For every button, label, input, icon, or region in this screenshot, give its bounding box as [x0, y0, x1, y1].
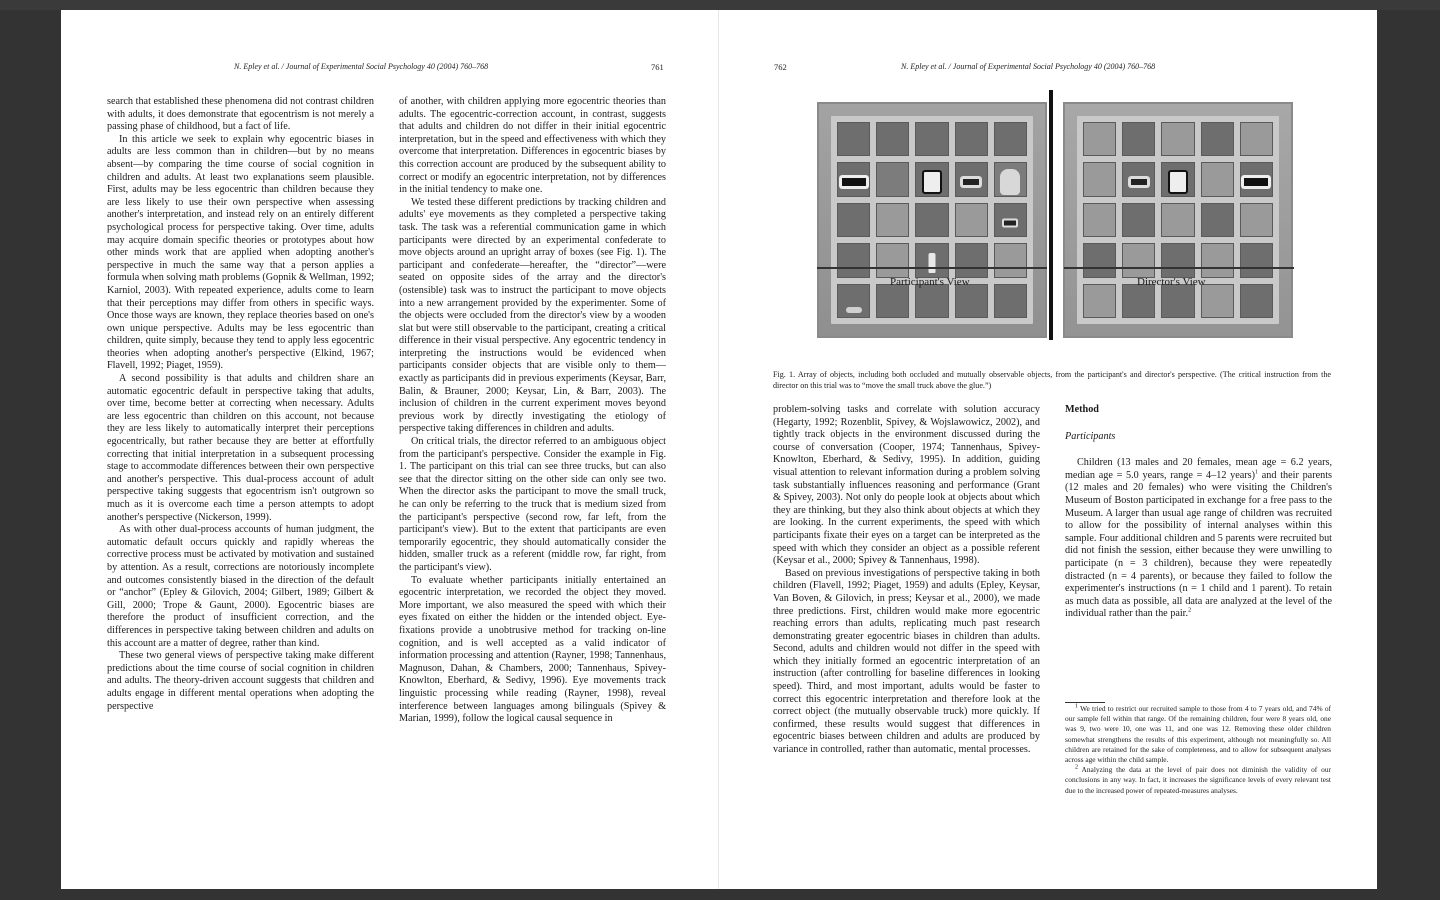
paragraph: A second possibility is that adults and children share an automatic egocentric default in perspective taking that adults, over time, become better at correcting when necessary. Adults are less egocentric than children on this account, not because they are less likely to automatically interpret their perceptions egocentrically, but rather because they are better at effortfully correcting that initial interpretation in a subsequent processing stage to accommodate differences between their own perspective and another's perspective. This dual-process account of adult perspective taking suggests that egocentrism isn't outgrown so much as it is overcome each time a person attempts to adopt another's perspective (Nickerson, 1999).: [107, 373, 374, 523]
paragraph: These two general views of perspective taking make different predictions about the time course of social cognition in children and adults. The theory-driven account suggests that children and adults engage in different mental operations when adopting the perspective: [107, 650, 374, 712]
label-underline: [817, 267, 1047, 269]
column-right: [1065, 404, 1332, 664]
footnote: [1065, 765, 1331, 796]
bunny-toy-icon: [1000, 169, 1020, 195]
section-title: Method: [1065, 404, 1099, 415]
column-left: [107, 96, 374, 841]
participant-view-label: Participant's View: [890, 276, 970, 288]
truck-medium-icon: [1128, 176, 1150, 188]
figure-caption: Fig. 1. Array of objects, including both occluded and mutually observable objects, from the participant's and director's perspective. (The critical instruction from the director on this trial was to “move the small truck above the glue.”): [773, 370, 1331, 390]
page-number: 762: [774, 62, 787, 72]
paragraph: Based on previous investigations of perspective taking in both children (Flavell, 1992; Piaget, 1959) and adults (Epley, Keysar, Van Boven, & Gilovich, in press; Keysar et al., 2000), we made three predictions. First, children would make more egocentric reaching errors than adults, replicating much past research demonstrating greater egocentric biases in children than adults. Second, adults and children would not differ in the speed with which they initially formed an egocentric interpretation of an instruction (after controlling for baseline differences in looking speed). Third, and most important, adults would be faster to correct this egocentric interpretation and therefore look at the correct object (the mutually observable truck) more quickly. If confirmed, these results would suggest that differences in egocentric biases between children and adults are produced by variance in controlled, rather than automatic, mental processes.: [773, 567, 1040, 756]
footnote-rule: [1065, 702, 1105, 703]
paragraph: To evaluate whether participants initially entertained an egocentric interpretation, we recorded the object they moved. More important, we also measured the speed with which their eyes fixated on either the hidden or the intended object. Eye-fixations provide a unobtrusive method for tracking on-line cognition, and is well accepted as a valid indicator of information processing and attention (Rayner, 1998; Tannenhaus, Magnuson, Dahan, & Chambers, 2000; Tannenhaus, Spivey-Knowlton, Eberhard, & Sedivy, 1996). Eye movements track linguistic processing while reading (Rayner, 1998), reveal interference between languages among bilinguals (Spivey & Marian, 1999), follow the logical causal sequence in: [399, 574, 666, 725]
label-underline: [1064, 267, 1294, 269]
footnotes: [1065, 704, 1331, 796]
footnote-text: Analyzing the data at the level of pair does not diminish the validity of our conclusions in any way. In fact, it increases the significance levels of every relevant test due to the increased power of repeated-measures analyses.: [1065, 765, 1331, 795]
paragraph: In this article we seek to explain why egocentric biases in adults are less common than in children—but by no means absent—by comparing the time course of social cognition in children and adults. At least two explanations seem plausible. First, adults may be less egocentric than children because they are less likely to use their own perspective when assessing another's interpretation, and instead rely on an entirely different psychological process for perspective taking. Over time, adults may acquire domain specific theories or prototypes about how other minds work that are applied when adopting another's perspective in much the same way that a person applies a formula when solving math problems (Gopnik & Wellman, 1992; Karniol, 2003). With repeated experience, adults come to learn that their perceptions may differ from others in specific ways. Once those ways are known, they replace theories based on one's own unique perspective. Adults may be less egocentric than children, quite simply, because they tend to apply less egocentric theories when adopting another's perspective (Elkind, 1967; Flavell, 1992; Piaget, 1959).: [107, 133, 374, 372]
paragraph: On critical trials, the director referred to an ambiguous object from the participant's perspective. Consider the example in Fig. 1. The participant on this trial can see three trucks, but can also see that the director sitting on the other side can only see two. When the director asks the participant to move the small truck, he can only be referring to the truck that is medium sized from the participant's perspective (second row, far left, from the participant's view). But to the extent that participants are even temporarily egocentric, they should automatically consider the hidden, smaller truck as a referent (middle row, far right, from the participant's view).: [399, 436, 666, 573]
figure-1: [817, 90, 1293, 342]
shelf-array: [1077, 116, 1279, 324]
paragraph: search that established these phenomena did not contrast children with adults, it does demonstrate that egocentrism is not merely a passing phase of childhood, but a fact of life.: [107, 96, 374, 133]
footnote-mark: 1: [1255, 469, 1259, 476]
footnote: [1065, 704, 1331, 765]
director-view-photo: [1063, 102, 1293, 338]
truck-large-icon: [1241, 175, 1271, 189]
paragraph: [1065, 457, 1332, 621]
figure-divider: [1049, 90, 1053, 340]
column-left: [773, 404, 1040, 834]
paragraph: We tested these different predictions by tracking children and adults' eye movements as they completed a perspective taking task. The task was a referential communication game in which participants were directed by an experimental confederate to move objects around an upright array of boxes (see Fig. 1). The participant and confederate—hereafter, the “director”—were seated on opposite sides of the array and the director's (ostensible) task was to instruct the participant to move objects into a new arrangement provided by the experimenter. Some of the objects were occluded from the director's view by a wooden slat but were still observable to the participant, creating a critical difference in their visual perspective. Any egocentric tendency in interpreting the instructions would be evidenced when participants consider objects that are visible only to them—exactly as participants did in previous experiments (Keysar, Barr, Balin, & Brauner, 2000; Keysar, Lin, & Barr, 2003). The inclusion of children in the current experiment moves beyond previous work by directly investigating the etiology of perspective taking differences in children and adults.: [399, 196, 666, 435]
paragraph-text: Children (13 males and 20 females, mean age = 6.2 years, median age = 5.0 years, range = 4–12 years)$^1$ and their parents (12 males and 20 females) who were visiting the Children's Museum of Boston participated in exchange for a free pass to the Museum. A larger than usual age range of children was recruited to allow for the possibility of internal analyses within this sample. Four additional children and 5 parents were recruited but did not finish the session, either because they were unwilling to participate (n = 3 children), because they were repeatedly distracted (n = 4 parents), or because they failed to follow the experimenter's instructions (n = 1 child and 1 parent). To retain as much data as possible, all data are analyzed at the level of the individual rather than the pair.: [1065, 457, 1332, 620]
shelf-array: [831, 116, 1033, 324]
running-head: N. Epley et al. / Journal of Experimental Social Psychology 40 (2004) 760–768: [234, 62, 489, 71]
page-761: [61, 10, 719, 889]
truck-large-icon: [839, 175, 869, 189]
footnote-mark: 2: [1188, 607, 1192, 614]
subsection-title: Participants: [1065, 430, 1116, 442]
participant-view-photo: [817, 102, 1047, 338]
robot-toy-icon: [922, 170, 942, 194]
footnote-text: We tried to restrict our recruited sample to those from 4 to 7 years old, and 74% of our sample fell within that range. Of the remaining children, four were 8 years old, one was 9, two were 10, one was 11, and one was 12. Removing these older children somewhat strengthens the results of this experiment, although not meaningfully so. All children are retained for the sake of completeness, and to allow for subsequent analyses across age within the child sample.: [1065, 704, 1332, 765]
glue-bottle-icon: [928, 253, 935, 273]
page-762: [719, 10, 1377, 889]
robot-toy-icon: [1168, 170, 1188, 194]
paragraph: As with other dual-process accounts of human judgment, the automatic default occurs quickly and rapidly whereas the corrective process must be activated by motivation and sustained by attention. As a result, corrections are notoriously incomplete and outcomes consistently biased in the direction of the default or “anchor” (Epley & Gilovich, 2004; Gilbert, 1989; Gilbert & Gill, 2000; Trope & Gaunt, 2000). Egocentric biases are therefore the product of insufficient correction, and the differences in perspective taking between children and adults on this account are a matter of degree, rather than kind.: [107, 524, 374, 649]
footnote-mark: 2: [1075, 764, 1078, 771]
running-head: N. Epley et al. / Journal of Experimental Social Psychology 40 (2004) 760–768: [901, 62, 1156, 71]
page-number: 761: [651, 62, 664, 72]
column-right: [399, 96, 666, 841]
truck-medium-icon: [960, 176, 982, 188]
paragraph: problem-solving tasks and correlate with solution accuracy (Hegarty, 1992; Rozenblit, Spivey, & Wojslawowicz, 2002), and tightly track objects in the environment discussed during the course of conversation (Cooper, 1974; Tannenhaus, Spivey-Knowlton, Eberhard, & Sedivy, 1995). In addition, guiding visual attention to relevant information during a problem solving task substantially influences reasoning and performance (Grant & Spivey, 2003). Not only do people look at objects about which they are thinking, but they also think about objects at which they are looking. In the current experiments, the speed with which participants fixate their eyes on a target can be interpreted as the speed with which they consider an object as a possible referent (Keysar et al., 2000; Spivey & Tannenhaus, 1998).: [773, 404, 1040, 567]
window-top-bar: [0, 0, 1440, 10]
truck-small-icon: [1002, 218, 1018, 227]
paragraph: of another, with children applying more egocentric theories than adults. The egocentric-correction account, in contrast, suggests that adults and children do not differ in their initial egocentric interpretation, but in the speed and effectiveness with which they overcome that interpretation. Differences in egocentric biases by this correction account are produced by the subsequent ability to correct or modify an egocentric interpretation, not by differences in the initial tendency to make one.: [399, 96, 666, 196]
dish-icon: [846, 307, 862, 313]
director-view-label: Director's View: [1137, 276, 1206, 288]
footnote-mark: 1: [1075, 703, 1078, 710]
